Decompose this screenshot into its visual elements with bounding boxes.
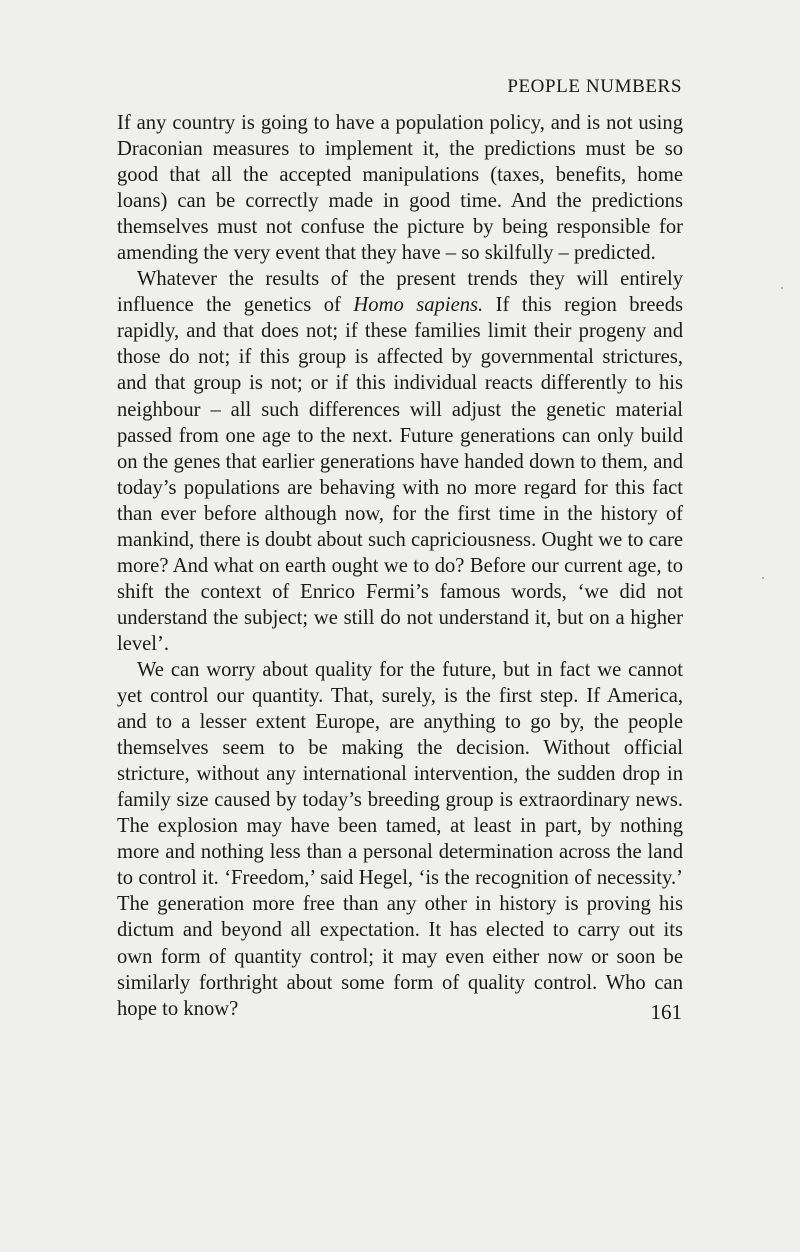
paragraph-2 bbox=[117, 266, 683, 657]
running-head: PEOPLE NUMBERS bbox=[507, 76, 682, 97]
paragraph-3: We can worry about quality for the future, but in fact we cannot yet control our quantity. That, surely, is the first step. If America, and to a lesser extent Europe, are anything to go by, the people themselves seem to be making the decision. Without official stricture, without any international intervention, the sudden drop in family size caused by today’s breeding group is extraordinary news. The explosion may have been tamed, at least in part, by nothing more and nothing less than a personal determination across the land to control it. ‘Freedom,’ said Hegel, ‘is the recognition of necessity.’ The generation more free than any other in history is proving his dictum and beyond all expectation. It has elected to carry out its own form of quantity control; it may even either now or soon be similarly forthright about some form of quality control. Who can hope to know? bbox=[117, 658, 683, 1020]
margin-speck bbox=[762, 577, 764, 579]
species-name: Homo sapiens. bbox=[353, 294, 484, 317]
page-number: 161 bbox=[650, 1000, 682, 1024]
paragraph-1: If any country is going to have a population policy, and is not using Draconian measures to implement it, the predictions must be so good that all the accepted manipulations (taxes, benefits, home loans) can be correctly made in good time. And the predictions themselves must not confuse the picture by being responsible for amending the very event that they have – so skilfully – predicted. bbox=[117, 112, 683, 265]
margin-speck bbox=[781, 287, 783, 289]
body-text bbox=[117, 110, 683, 1022]
paragraph-2-rest: If this region breeds rapidly, and that does not; if these families limit their progeny and those do not; if this group is affected by governmental strictures, and that group is not; or if this individual reacts differently to his neighbour – all such differences will adjust the genetic material passed from one age to the next. Future generations can only build on the genes that earlier generations have handed down to them, and today’s populations are behaving with no more regard for this fact than ever before although now, for the first time in the history of mankind, there is doubt about such capriciousness. Ought we to care more? And what on earth ought we to do? Before our current age, to shift the context of Enrico Fermi’s famous words, ‘we did not understand the subject; we still do not understand it, but on a higher level’. bbox=[117, 294, 684, 655]
paragraph-2-lead: Whatever the results of the present trends they will entirely influence the genetics of bbox=[117, 268, 683, 317]
